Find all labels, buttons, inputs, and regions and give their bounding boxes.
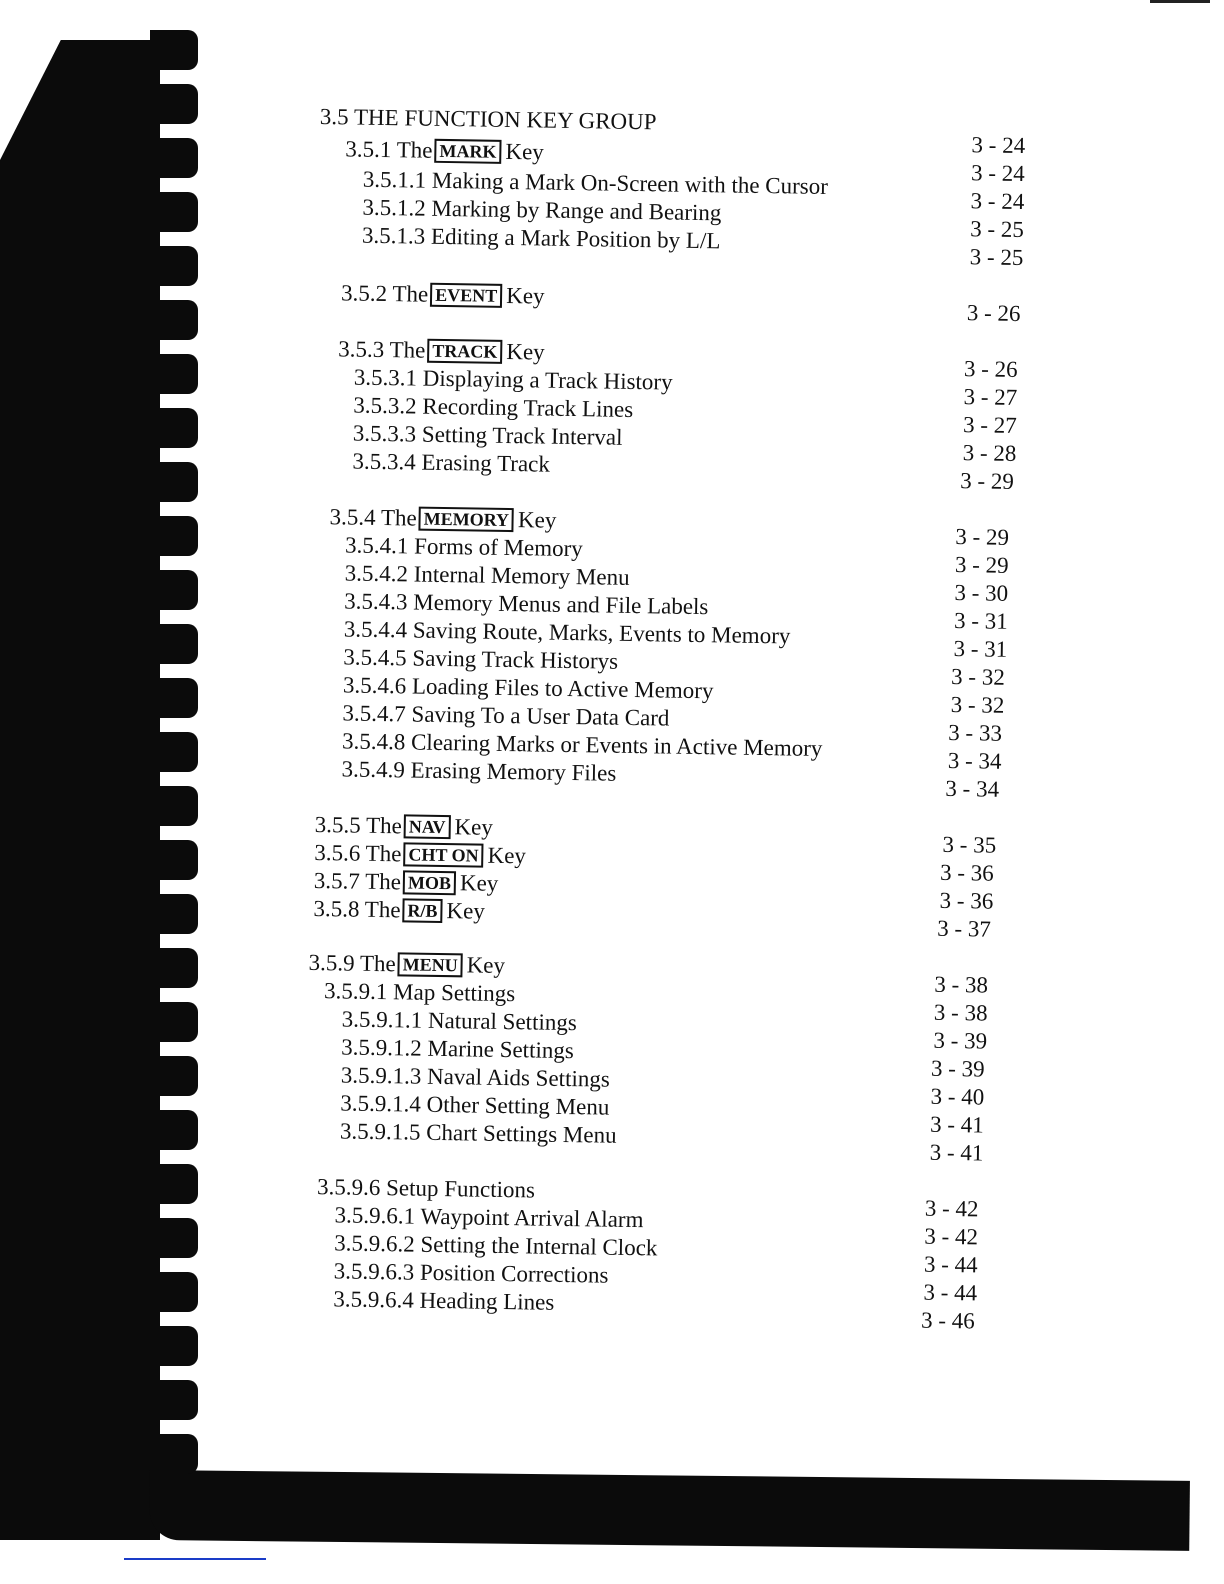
entry-number: 3.5.4.4 <box>343 616 408 643</box>
entry-number: 3.5.4.6 <box>342 672 407 699</box>
page-number: 3 - 34 <box>945 775 1000 802</box>
entry-number: 3.5.1 The <box>345 136 433 163</box>
page-number: 3 - 25 <box>969 244 1024 271</box>
keycap-label: NAV <box>404 814 451 839</box>
entry-number: 3.5.3.1 <box>353 364 418 391</box>
toc-entry <box>314 840 526 869</box>
entry-title: Erasing Memory Files <box>410 757 617 786</box>
entry-title: Setting Track Interval <box>421 421 623 450</box>
entry-number: 3.5.1.1 <box>362 166 427 193</box>
entry-title: Heading Lines <box>419 1287 555 1315</box>
entry-title: Key <box>506 338 545 365</box>
toc-entry <box>362 223 721 255</box>
entry-title: Marine Settings <box>427 1035 575 1064</box>
entry-title: Key <box>506 282 545 309</box>
page-number: 3 - 42 <box>924 1195 979 1222</box>
entry-number: 3.5.3.2 <box>353 392 417 419</box>
toc-entry <box>315 812 493 841</box>
page-number: 3 - 38 <box>934 971 989 998</box>
entry-title: Clearing Marks or Events in Active Memory <box>410 729 823 761</box>
page-number: 3 - 29 <box>954 552 1009 578</box>
toc-entry <box>362 195 721 227</box>
keycap-label: EVENT <box>430 283 502 308</box>
entry-number: 3.5.4.2 <box>344 560 409 587</box>
entry-number: 3.5.9.6.1 <box>334 1202 416 1229</box>
entry-number: 3.5.9.1.4 <box>340 1090 422 1117</box>
page-number: 3 - 34 <box>947 747 1002 774</box>
toc-entry <box>317 1174 535 1203</box>
page-number: 3 - 44 <box>923 1251 978 1278</box>
entry-number: 3.5.8 The <box>313 895 401 923</box>
entry-number: 3.5.9.1.3 <box>340 1062 422 1089</box>
keycap-label: MOB <box>403 870 456 895</box>
page-number: 3 - 26 <box>963 356 1018 382</box>
entry-title: Internal Memory Menu <box>413 561 630 590</box>
toc-entry <box>344 616 791 649</box>
toc-entry <box>333 1286 554 1315</box>
entry-title: Key <box>505 138 544 165</box>
page-number: 3 - 29 <box>960 468 1015 494</box>
entry-title: Position Corrections <box>419 1259 609 1288</box>
entry-title: Saving Track Historys <box>412 645 619 674</box>
toc-entry <box>343 672 714 704</box>
toc-entry <box>308 950 505 979</box>
page-number: 3 - 35 <box>942 831 997 858</box>
toc-entry <box>345 136 544 165</box>
page-number: 3 - 41 <box>929 1139 984 1166</box>
entry-number: 3.5.4.3 <box>344 588 408 615</box>
page-number: 3 - 27 <box>962 412 1017 438</box>
entry-title: Recording Track Lines <box>422 393 634 422</box>
entry-number: 3.5.9.6 <box>316 1174 381 1201</box>
entry-title: Key <box>466 952 506 979</box>
toc-entry <box>313 896 485 925</box>
toc-entry <box>344 588 708 620</box>
page-number: 3 - 25 <box>970 216 1025 243</box>
entry-title: Editing a Mark Position by L/L <box>430 223 721 254</box>
entry-title: Other Setting Menu <box>426 1091 610 1120</box>
entry-number: 3.5.9.1.1 <box>341 1006 423 1033</box>
toc-entry <box>334 1202 643 1233</box>
toc-entry <box>340 1090 609 1120</box>
toc-entry <box>314 868 499 897</box>
toc-entry <box>338 336 545 365</box>
keycap-label: TRACK <box>427 339 502 364</box>
entry-number: 3.5.9.1.5 <box>339 1118 421 1145</box>
entry-title: Displaying a Track History <box>422 365 673 395</box>
page-number: 3 - 36 <box>939 859 994 886</box>
entry-number: 3.5.9.6.3 <box>333 1258 415 1285</box>
page-number: 3 - 39 <box>930 1055 985 1082</box>
entry-number: 3.5.4.9 <box>341 756 406 783</box>
entry-title: Memory Menus and File Labels <box>413 589 709 620</box>
entry-number: 3.5.9 The <box>308 949 396 977</box>
toc-entry <box>343 644 618 674</box>
page-number: 3 - 46 <box>920 1307 975 1334</box>
entry-title: Key <box>487 842 527 869</box>
keycap-label: MENU <box>397 952 462 977</box>
entry-number: 3.5.4 The <box>329 504 417 531</box>
entry-number: 3.5.9.1.2 <box>341 1034 422 1061</box>
page-number: 3 - 28 <box>962 440 1017 466</box>
entry-title: Key <box>446 898 486 924</box>
entry-number: 3.5.9.6.2 <box>334 1230 415 1257</box>
toc-entry <box>340 1118 617 1148</box>
entry-title: Chart Settings Menu <box>426 1119 617 1148</box>
page-number: 3 - 32 <box>950 663 1006 690</box>
entry-number: 3.5.3 The <box>338 336 426 363</box>
page-number: 3 - 29 <box>955 524 1010 550</box>
page-number: 3 - 24 <box>970 160 1025 187</box>
page-number: 3 - 26 <box>966 300 1021 327</box>
page-number: 3 - 42 <box>924 1223 979 1250</box>
entry-number: 3.5.9.1 <box>323 978 388 1005</box>
page-number: 3 - 41 <box>929 1111 985 1138</box>
keycap-label: MEMORY <box>418 507 514 532</box>
entry-title: Making a Mark On-Screen with the Cursor <box>431 167 829 199</box>
page-number: 3 - 24 <box>970 188 1025 215</box>
entry-number: 3.5.3.3 <box>352 420 417 447</box>
entry-title: Setting the Internal Clock <box>420 1231 658 1261</box>
entry-number: 3.5.4.7 <box>342 700 406 727</box>
page-number: 3 - 24 <box>971 132 1026 159</box>
toc-entry <box>354 365 673 396</box>
page-number: 3 - 27 <box>963 384 1018 410</box>
entry-number: 3.5.6 The <box>314 840 402 867</box>
toc-entry <box>329 504 556 534</box>
entry-title: Key <box>454 814 494 840</box>
toc-entry <box>345 532 583 562</box>
toc-entry <box>334 1230 658 1261</box>
toc-entry <box>341 1062 610 1092</box>
page-number: 3 - 31 <box>953 608 1008 634</box>
entry-number: 3.5.9.6.4 <box>333 1286 415 1313</box>
toc-entry <box>324 978 515 1007</box>
page-number: 3 - 39 <box>933 1027 988 1054</box>
entry-number: 3.5.5 The <box>314 812 403 839</box>
keycap-label: CHT ON <box>403 842 484 867</box>
page-number: 3 - 31 <box>953 636 1008 662</box>
entry-title: Natural Settings <box>427 1007 577 1036</box>
entry-number: 3.5.3.4 <box>352 448 416 475</box>
toc-entry <box>353 393 633 423</box>
entry-number: 3.5.1.2 <box>362 194 426 221</box>
toc-entry <box>353 421 623 451</box>
entry-number: 3.5.4.8 <box>341 728 406 755</box>
entry-title: Map Settings <box>392 979 516 1007</box>
section-heading: 3.5 THE FUNCTION KEY GROUP <box>319 104 657 135</box>
page-number: 3 - 44 <box>923 1279 978 1306</box>
entry-title: Setup Functions <box>385 1175 536 1203</box>
page-number: 3 - 32 <box>950 691 1005 718</box>
toc-entry <box>345 560 630 590</box>
page-number: 3 - 38 <box>933 999 988 1026</box>
page-number: 3 - 37 <box>937 915 992 942</box>
toc-entry <box>352 449 550 478</box>
entry-number: 3.5.4.1 <box>344 532 409 559</box>
toc-entry <box>342 1006 577 1036</box>
entry-title: Waypoint Arrival Alarm <box>420 1203 644 1233</box>
scan-edge-line <box>1150 0 1210 3</box>
entry-number: 3.5.2 The <box>340 280 429 307</box>
keycap-label: MARK <box>434 139 501 164</box>
entry-number: 3.5.4.5 <box>343 644 407 671</box>
entry-title: Marking by Range and Bearing <box>431 195 722 226</box>
page-number: 3 - 40 <box>930 1083 985 1110</box>
toc-entry <box>334 1258 609 1288</box>
page-number: 3 - 36 <box>939 887 994 914</box>
keycap-label: R/B <box>402 898 442 923</box>
entry-number: 3.5.1.3 <box>361 222 426 249</box>
page-number: 3 - 30 <box>954 580 1009 606</box>
entry-title: Loading Files to Active Memory <box>411 673 714 704</box>
entry-number: 3.5.7 The <box>313 868 402 895</box>
entry-title: Erasing Track <box>421 449 551 477</box>
toc-entry <box>341 756 616 786</box>
toc-entry <box>342 700 669 731</box>
page-number: 3 - 33 <box>948 719 1003 746</box>
entry-title: Key <box>517 507 557 533</box>
entry-title: Forms of Memory <box>413 533 584 562</box>
entry-title: Key <box>459 870 499 896</box>
entry-title: Saving To a User Data Card <box>411 701 670 731</box>
entry-title: Naval Aids Settings <box>426 1063 610 1092</box>
entry-title: Saving Route, Marks, Events to Memory <box>412 617 791 649</box>
toc-entry <box>341 280 545 309</box>
toc-entry <box>341 1034 574 1064</box>
